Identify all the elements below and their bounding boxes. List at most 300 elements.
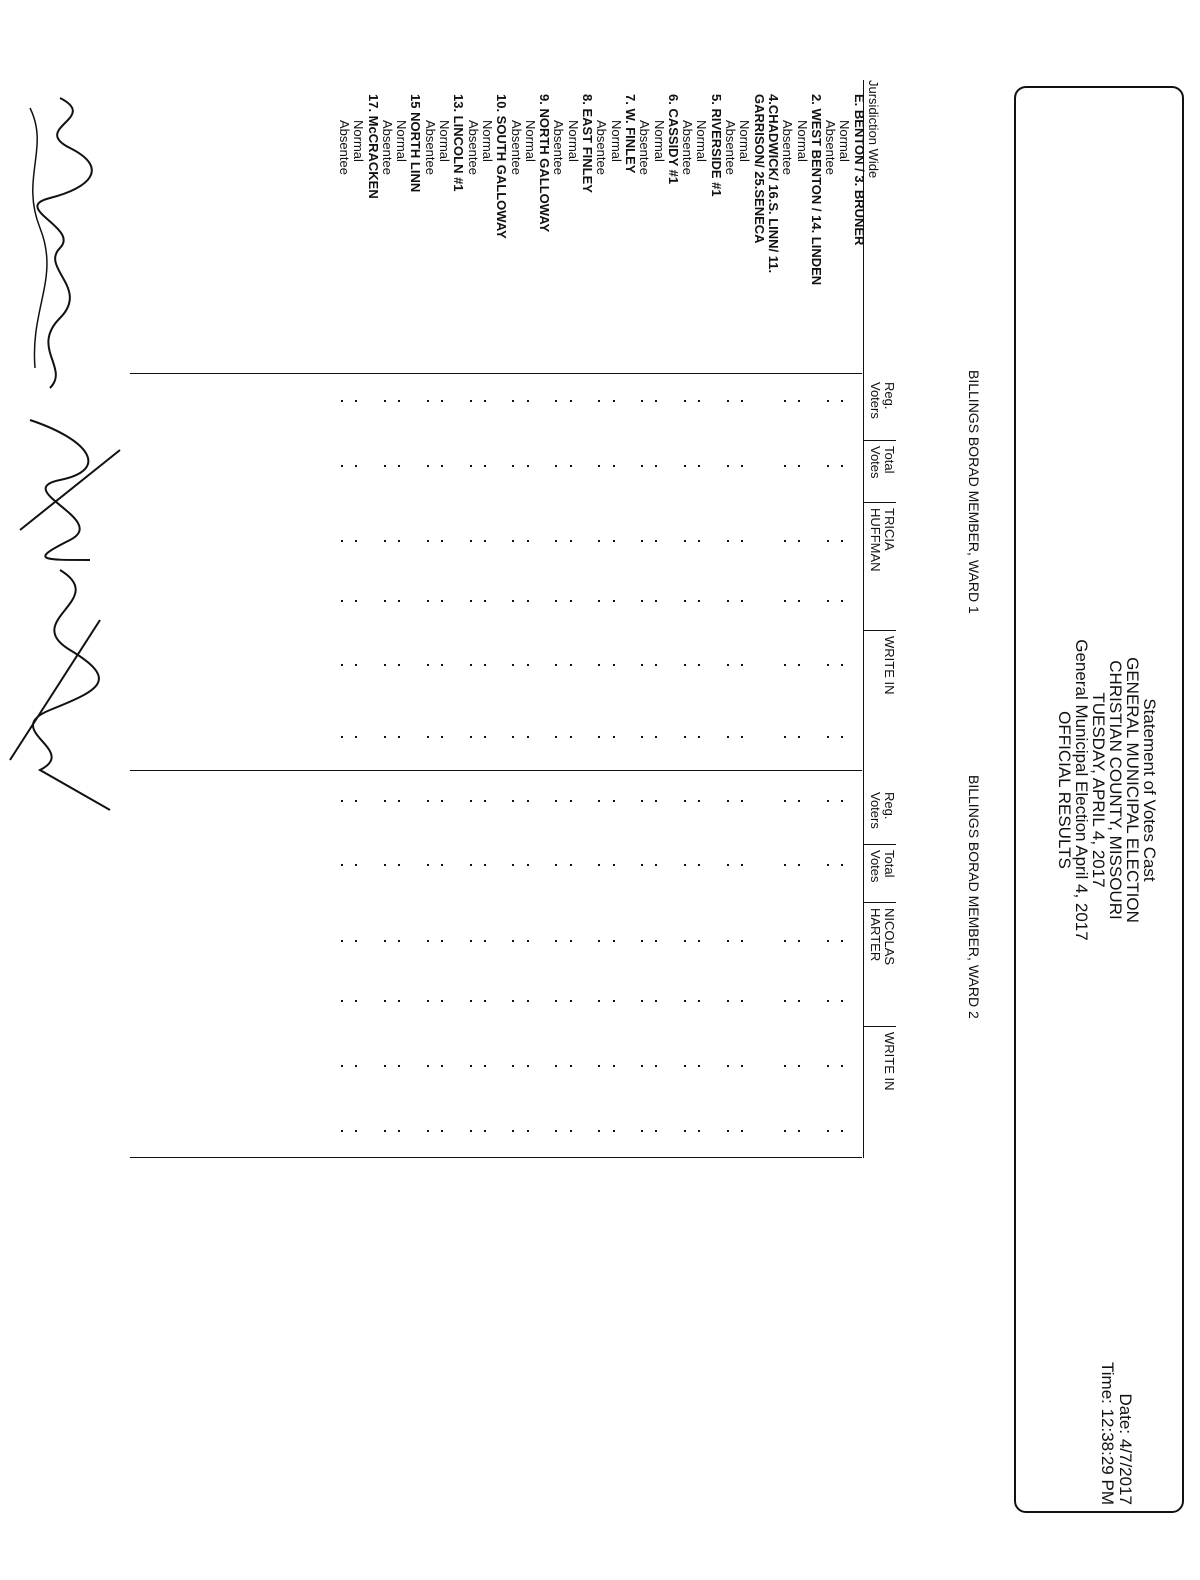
empty-vote-cell-dot — [384, 1130, 386, 1132]
colhead-total-votes: Total Votes — [868, 446, 896, 486]
title-line: General Municipal Election April 4, 2017 — [1072, 639, 1091, 941]
empty-vote-cell-dot — [355, 1000, 357, 1002]
empty-vote-cell-dot — [484, 400, 486, 402]
empty-vote-cell-dot — [513, 864, 515, 866]
empty-vote-cell-dot — [384, 540, 386, 542]
empty-vote-cell-dot — [341, 800, 343, 802]
empty-vote-cell-dot — [341, 736, 343, 738]
column-rule — [130, 1157, 862, 1158]
empty-vote-cell-dot — [398, 540, 400, 542]
empty-vote-cell-dot — [355, 540, 357, 542]
empty-vote-cell-dot — [384, 400, 386, 402]
empty-vote-cell-dot — [641, 400, 643, 402]
empty-vote-cell-dot — [698, 736, 700, 738]
empty-vote-cell-dot — [784, 664, 786, 666]
empty-vote-cell-dot — [355, 940, 357, 942]
empty-vote-cell-dot — [741, 800, 743, 802]
empty-vote-cell-dot — [641, 1065, 643, 1067]
jurisdiction-label: 8. EAST FINLEY — [580, 94, 596, 193]
colhead-reg-voters: Reg. Voters — [868, 792, 897, 829]
empty-vote-cell-dot — [827, 1000, 829, 1002]
empty-vote-cell-dot — [741, 465, 743, 467]
empty-vote-cell-dot — [684, 664, 686, 666]
empty-vote-cell-dot — [727, 465, 729, 467]
empty-vote-cell-dot — [784, 400, 786, 402]
empty-vote-cell-dot — [598, 1000, 600, 1002]
empty-vote-cell-dot — [841, 664, 843, 666]
empty-vote-cell-dot — [684, 1065, 686, 1067]
empty-vote-cell-dot — [841, 540, 843, 542]
empty-vote-cell-dot — [784, 1065, 786, 1067]
empty-vote-cell-dot — [727, 1130, 729, 1132]
empty-vote-cell-dot — [384, 1000, 386, 1002]
empty-vote-cell-dot — [598, 465, 600, 467]
empty-vote-cell-dot — [799, 736, 801, 738]
empty-vote-cell-dot — [470, 736, 472, 738]
empty-vote-cell-dot — [470, 600, 472, 602]
empty-vote-cell-dot — [841, 1130, 843, 1132]
empty-vote-cell-dot — [398, 664, 400, 666]
empty-vote-cell-dot — [698, 1065, 700, 1067]
vote-type-label: Normal — [694, 120, 710, 162]
empty-vote-cell-dot — [427, 540, 429, 542]
empty-vote-cell-dot — [513, 540, 515, 542]
empty-vote-cell-dot — [513, 1000, 515, 1002]
empty-vote-cell-dot — [341, 540, 343, 542]
empty-vote-cell-dot — [641, 940, 643, 942]
empty-vote-cell-dot — [427, 940, 429, 942]
empty-vote-cell-dot — [841, 400, 843, 402]
empty-vote-cell-dot — [841, 1065, 843, 1067]
empty-vote-cell-dot — [784, 736, 786, 738]
empty-vote-cell-dot — [727, 800, 729, 802]
empty-vote-cell-dot — [484, 864, 486, 866]
empty-vote-cell-dot — [484, 940, 486, 942]
empty-vote-cell-dot — [527, 540, 529, 542]
empty-vote-cell-dot — [398, 400, 400, 402]
empty-vote-cell-dot — [598, 600, 600, 602]
empty-vote-cell-dot — [784, 864, 786, 866]
empty-vote-cell-dot — [598, 664, 600, 666]
empty-vote-cell-dot — [784, 940, 786, 942]
empty-vote-cell-dot — [470, 540, 472, 542]
jurisdiction-label: 7. W. FINLEY — [622, 94, 638, 174]
empty-vote-cell-dot — [427, 400, 429, 402]
column-rule — [130, 373, 862, 374]
empty-vote-cell-dot — [484, 600, 486, 602]
empty-vote-cell-dot — [484, 1065, 486, 1067]
empty-vote-cell-dot — [656, 800, 658, 802]
empty-vote-cell-dot — [513, 400, 515, 402]
empty-vote-cell-dot — [613, 736, 615, 738]
empty-vote-cell-dot — [698, 1000, 700, 1002]
empty-vote-cell-dot — [341, 465, 343, 467]
empty-vote-cell-dot — [613, 600, 615, 602]
empty-vote-cell-dot — [799, 864, 801, 866]
empty-vote-cell-dot — [799, 1000, 801, 1002]
empty-vote-cell-dot — [656, 864, 658, 866]
vote-type-label: Normal — [794, 120, 810, 162]
empty-vote-cell-dot — [555, 465, 557, 467]
empty-vote-cell-dot — [427, 465, 429, 467]
empty-vote-cell-dot — [355, 400, 357, 402]
empty-vote-cell-dot — [827, 600, 829, 602]
jurisdiction-list — [337, 80, 880, 285]
empty-vote-cell-dot — [555, 400, 557, 402]
jurisdiction-label: 10. SOUTH GALLOWAY — [494, 94, 510, 239]
empty-vote-cell-dot — [656, 1000, 658, 1002]
empty-vote-cell-dot — [384, 736, 386, 738]
jurisdiction-label: 6. CASSIDY #1 — [665, 94, 681, 185]
vote-type-label: Normal — [394, 120, 410, 162]
empty-vote-cell-dot — [398, 800, 400, 802]
empty-vote-cell-dot — [799, 1065, 801, 1067]
empty-vote-cell-dot — [398, 600, 400, 602]
empty-vote-cell-dot — [555, 1000, 557, 1002]
empty-vote-cell-dot — [613, 664, 615, 666]
empty-vote-cell-dot — [398, 1130, 400, 1132]
empty-vote-cell-dot — [799, 400, 801, 402]
empty-vote-cell-dot — [727, 940, 729, 942]
empty-vote-cell-dot — [684, 736, 686, 738]
empty-vote-cell-dot — [613, 800, 615, 802]
empty-vote-cell-dot — [355, 800, 357, 802]
empty-vote-cell-dot — [355, 864, 357, 866]
empty-vote-cell-dot — [684, 940, 686, 942]
empty-vote-cell-dot — [799, 664, 801, 666]
vote-type-label: Normal — [479, 120, 495, 162]
empty-vote-cell-dot — [827, 465, 829, 467]
empty-vote-cell-dot — [784, 600, 786, 602]
empty-vote-cell-dot — [341, 400, 343, 402]
empty-vote-cell-dot — [470, 400, 472, 402]
empty-vote-cell-dot — [427, 1130, 429, 1132]
jurisdiction-label: Jursidiction Wide — [866, 80, 881, 179]
vote-type-label: Absentee — [780, 120, 796, 175]
empty-vote-cell-dot — [727, 864, 729, 866]
empty-vote-cell-dot — [641, 1130, 643, 1132]
empty-vote-cell-dot — [570, 540, 572, 542]
empty-vote-cell-dot — [513, 1130, 515, 1132]
contest-title-ward2: BILLINGS BORAD MEMBER, WARD 2 — [966, 775, 982, 1019]
empty-vote-cell-dot — [613, 540, 615, 542]
empty-vote-cell-dot — [727, 540, 729, 542]
empty-vote-cell-dot — [684, 1000, 686, 1002]
empty-vote-cell-dot — [527, 1000, 529, 1002]
empty-vote-cell-dot — [698, 800, 700, 802]
empty-vote-cell-dot — [698, 600, 700, 602]
empty-vote-cell-dot — [727, 600, 729, 602]
empty-vote-cell-dot — [656, 600, 658, 602]
vote-type-label: Normal — [737, 120, 753, 162]
vote-type-label: Normal — [608, 120, 624, 162]
empty-vote-cell-dot — [598, 1065, 600, 1067]
empty-vote-cell-dot — [799, 940, 801, 942]
empty-vote-cell-dot — [641, 736, 643, 738]
empty-vote-cell-dot — [470, 1130, 472, 1132]
empty-vote-cell-dot — [613, 465, 615, 467]
empty-vote-cell-dot — [827, 800, 829, 802]
empty-vote-cell-dot — [698, 400, 700, 402]
empty-vote-cell-dot — [527, 864, 529, 866]
empty-vote-cell-dot — [698, 864, 700, 866]
empty-vote-cell-dot — [827, 664, 829, 666]
empty-vote-cell-dot — [784, 540, 786, 542]
jurisdiction-label: GARRISON/ 25.SENECA — [751, 94, 767, 244]
colhead-total-votes: Total Votes — [868, 850, 896, 890]
empty-vote-cell-dot — [641, 465, 643, 467]
empty-vote-cell-dot — [641, 800, 643, 802]
vote-type-label: Normal — [837, 120, 853, 162]
vote-type-label: Absentee — [465, 120, 481, 175]
empty-vote-cell-dot — [341, 864, 343, 866]
empty-vote-cell-dot — [341, 940, 343, 942]
empty-vote-cell-dot — [570, 940, 572, 942]
empty-vote-cell-dot — [656, 465, 658, 467]
empty-vote-cell-dot — [684, 465, 686, 467]
empty-vote-cell-dot — [341, 1065, 343, 1067]
empty-vote-cell-dot — [827, 736, 829, 738]
jurisdiction-label: 17. McCRACKEN — [365, 94, 381, 199]
empty-vote-cell-dot — [484, 736, 486, 738]
vote-type-label: Absentee — [337, 120, 353, 175]
empty-vote-cell-dot — [827, 540, 829, 542]
empty-vote-cell-dot — [555, 1130, 557, 1132]
empty-vote-cell-dot — [841, 800, 843, 802]
empty-vote-cell-dot — [398, 1065, 400, 1067]
empty-vote-cell-dot — [355, 600, 357, 602]
empty-vote-cell-dot — [427, 1065, 429, 1067]
empty-vote-cell-dot — [684, 800, 686, 802]
empty-vote-cell-dot — [527, 400, 529, 402]
empty-vote-cell-dot — [570, 1130, 572, 1132]
vote-type-label: Absentee — [823, 120, 839, 175]
empty-vote-cell-dot — [555, 736, 557, 738]
report-date: Date: 4/7/2017 — [1116, 1393, 1135, 1505]
empty-vote-cell-dot — [384, 664, 386, 666]
empty-vote-cell-dot — [784, 800, 786, 802]
jurisdiction-label: 15 NORTH LINN — [408, 94, 424, 193]
empty-vote-cell-dot — [799, 540, 801, 542]
empty-vote-cell-dot — [727, 664, 729, 666]
empty-vote-cell-dot — [527, 940, 529, 942]
signature — [10, 410, 150, 570]
title-line: CHRISTIAN COUNTY, MISSOURI — [1106, 660, 1125, 920]
jurisdiction-label: 13. LINCOLN #1 — [451, 94, 467, 192]
vote-type-label: Normal — [351, 120, 367, 162]
empty-vote-cell-dot — [441, 800, 443, 802]
empty-vote-cell-dot — [613, 1065, 615, 1067]
empty-vote-cell-dot — [570, 1000, 572, 1002]
vote-type-label: Absentee — [551, 120, 567, 175]
contest-title-ward1: BILLINGS BORAD MEMBER, WARD 1 — [966, 370, 982, 614]
empty-vote-cell-dot — [641, 864, 643, 866]
empty-vote-cell-dot — [641, 664, 643, 666]
empty-vote-cell-dot — [513, 465, 515, 467]
colhead-write-in: WRITE IN — [882, 1032, 896, 1102]
empty-vote-cell-dot — [384, 1065, 386, 1067]
empty-vote-cell-dot — [570, 400, 572, 402]
empty-vote-cell-dot — [398, 465, 400, 467]
empty-vote-cell-dot — [598, 864, 600, 866]
empty-vote-cell-dot — [570, 600, 572, 602]
empty-vote-cell-dot — [684, 600, 686, 602]
empty-vote-cell-dot — [698, 940, 700, 942]
empty-vote-cell-dot — [598, 1130, 600, 1132]
empty-vote-cell-dot — [784, 1000, 786, 1002]
empty-vote-cell-dot — [355, 1130, 357, 1132]
empty-vote-cell-dot — [513, 736, 515, 738]
empty-vote-cell-dot — [841, 600, 843, 602]
empty-vote-cell-dot — [570, 465, 572, 467]
empty-vote-cell-dot — [727, 1065, 729, 1067]
empty-vote-cell-dot — [684, 1130, 686, 1132]
vote-type-label: Absentee — [508, 120, 524, 175]
empty-vote-cell-dot — [384, 800, 386, 802]
empty-vote-cell-dot — [427, 736, 429, 738]
empty-vote-cell-dot — [656, 1130, 658, 1132]
empty-vote-cell-dot — [799, 1130, 801, 1132]
empty-vote-cell-dot — [441, 940, 443, 942]
title-line: OFFICIAL RESULTS — [1055, 711, 1074, 869]
empty-vote-cell-dot — [727, 1000, 729, 1002]
jurisdiction-label: 9. NORTH GALLOWAY — [537, 94, 553, 233]
empty-vote-cell-dot — [398, 1000, 400, 1002]
vote-type-label: Absentee — [637, 120, 653, 175]
empty-vote-cell-dot — [827, 940, 829, 942]
colhead-candidate: TRICIA HUFFMAN — [868, 508, 896, 578]
empty-vote-cell-dot — [741, 736, 743, 738]
empty-vote-cell-dot — [570, 864, 572, 866]
empty-vote-cell-dot — [441, 864, 443, 866]
empty-vote-cell-dot — [470, 664, 472, 666]
empty-vote-cell-dot — [684, 400, 686, 402]
empty-vote-cell-dot — [598, 540, 600, 542]
empty-vote-cell-dot — [741, 400, 743, 402]
empty-vote-cell-dot — [741, 940, 743, 942]
empty-vote-cell-dot — [513, 800, 515, 802]
empty-vote-cell-dot — [470, 1065, 472, 1067]
empty-vote-cell-dot — [570, 736, 572, 738]
empty-vote-cell-dot — [827, 1130, 829, 1132]
jurisdiction-label: 5. RIVERSIDE #1 — [708, 94, 724, 197]
empty-vote-cell-dot — [598, 800, 600, 802]
empty-vote-cell-dot — [484, 1130, 486, 1132]
empty-vote-cell-dot — [441, 1065, 443, 1067]
empty-vote-cell-dot — [355, 664, 357, 666]
empty-vote-cell-dot — [570, 800, 572, 802]
empty-vote-cell-dot — [841, 864, 843, 866]
empty-vote-cell-dot — [656, 400, 658, 402]
empty-vote-cell-dot — [527, 600, 529, 602]
signature — [10, 88, 120, 408]
empty-vote-cell-dot — [384, 864, 386, 866]
colhead-write-in: WRITE IN — [882, 636, 896, 706]
vote-type-label: Normal — [437, 120, 453, 162]
colhead-candidate: NICOLAS HARTER — [868, 908, 896, 978]
empty-vote-cell-dot — [841, 1000, 843, 1002]
empty-vote-cell-dot — [398, 940, 400, 942]
empty-vote-cell-dot — [598, 736, 600, 738]
empty-vote-cell-dot — [698, 540, 700, 542]
empty-vote-cell-dot — [841, 940, 843, 942]
empty-vote-cell-dot — [484, 800, 486, 802]
title-line: TUESDAY, APRIL 4, 2017 — [1089, 692, 1108, 888]
empty-vote-cell-dot — [698, 664, 700, 666]
empty-vote-cell-dot — [684, 540, 686, 542]
empty-vote-cell-dot — [470, 864, 472, 866]
empty-vote-cell-dot — [355, 1065, 357, 1067]
empty-vote-cell-dot — [398, 864, 400, 866]
empty-vote-cell-dot — [555, 940, 557, 942]
empty-vote-cell-dot — [398, 736, 400, 738]
empty-vote-cell-dot — [656, 940, 658, 942]
vote-type-label: Absentee — [379, 120, 395, 175]
empty-vote-cell-dot — [613, 940, 615, 942]
empty-vote-cell-dot — [427, 600, 429, 602]
empty-vote-cell-dot — [799, 465, 801, 467]
empty-vote-cell-dot — [741, 600, 743, 602]
vote-type-label: Normal — [565, 120, 581, 162]
colhead-reg-voters: Reg. Voters — [868, 382, 897, 419]
empty-vote-cell-dot — [441, 465, 443, 467]
empty-vote-cell-dot — [527, 1130, 529, 1132]
empty-vote-cell-dot — [727, 736, 729, 738]
empty-vote-cell-dot — [470, 940, 472, 942]
empty-vote-cell-dot — [341, 1130, 343, 1132]
empty-vote-cell-dot — [656, 664, 658, 666]
empty-vote-cell-dot — [427, 800, 429, 802]
empty-vote-cell-dot — [527, 736, 529, 738]
empty-vote-cell-dot — [570, 664, 572, 666]
empty-vote-cell-dot — [441, 1000, 443, 1002]
title-line: Statement of Votes Cast — [1140, 698, 1159, 882]
empty-vote-cell-dot — [441, 736, 443, 738]
empty-vote-cell-dot — [427, 1000, 429, 1002]
jurisdiction-label: 2. WEST BENTON / 14. LINDEN — [808, 94, 824, 286]
jurisdiction-label: E. BENTON / 3. BRUNER — [851, 94, 867, 246]
empty-vote-cell-dot — [598, 400, 600, 402]
empty-vote-cell-dot — [341, 664, 343, 666]
empty-vote-cell-dot — [827, 1065, 829, 1067]
empty-vote-cell-dot — [598, 940, 600, 942]
empty-vote-cell-dot — [441, 1130, 443, 1132]
empty-vote-cell-dot — [470, 800, 472, 802]
empty-vote-cell-dot — [441, 400, 443, 402]
empty-vote-cell-dot — [470, 1000, 472, 1002]
report-time: Time: 12:38:29 PM — [1098, 1362, 1117, 1505]
empty-vote-cell-dot — [784, 465, 786, 467]
empty-vote-cell-dot — [484, 664, 486, 666]
empty-vote-cell-dot — [799, 600, 801, 602]
empty-vote-cell-dot — [555, 664, 557, 666]
empty-vote-cell-dot — [656, 736, 658, 738]
empty-vote-cell-dot — [741, 540, 743, 542]
empty-vote-cell-dot — [555, 800, 557, 802]
vote-type-label: Absentee — [594, 120, 610, 175]
vote-type-label: Absentee — [422, 120, 438, 175]
empty-vote-cell-dot — [341, 1000, 343, 1002]
empty-vote-cell-dot — [570, 1065, 572, 1067]
empty-vote-cell-dot — [427, 664, 429, 666]
empty-vote-cell-dot — [441, 664, 443, 666]
empty-vote-cell-dot — [841, 736, 843, 738]
column-rule — [130, 770, 862, 771]
empty-vote-cell-dot — [827, 400, 829, 402]
empty-vote-cell-dot — [384, 465, 386, 467]
empty-vote-cell-dot — [741, 1000, 743, 1002]
empty-vote-cell-dot — [384, 940, 386, 942]
